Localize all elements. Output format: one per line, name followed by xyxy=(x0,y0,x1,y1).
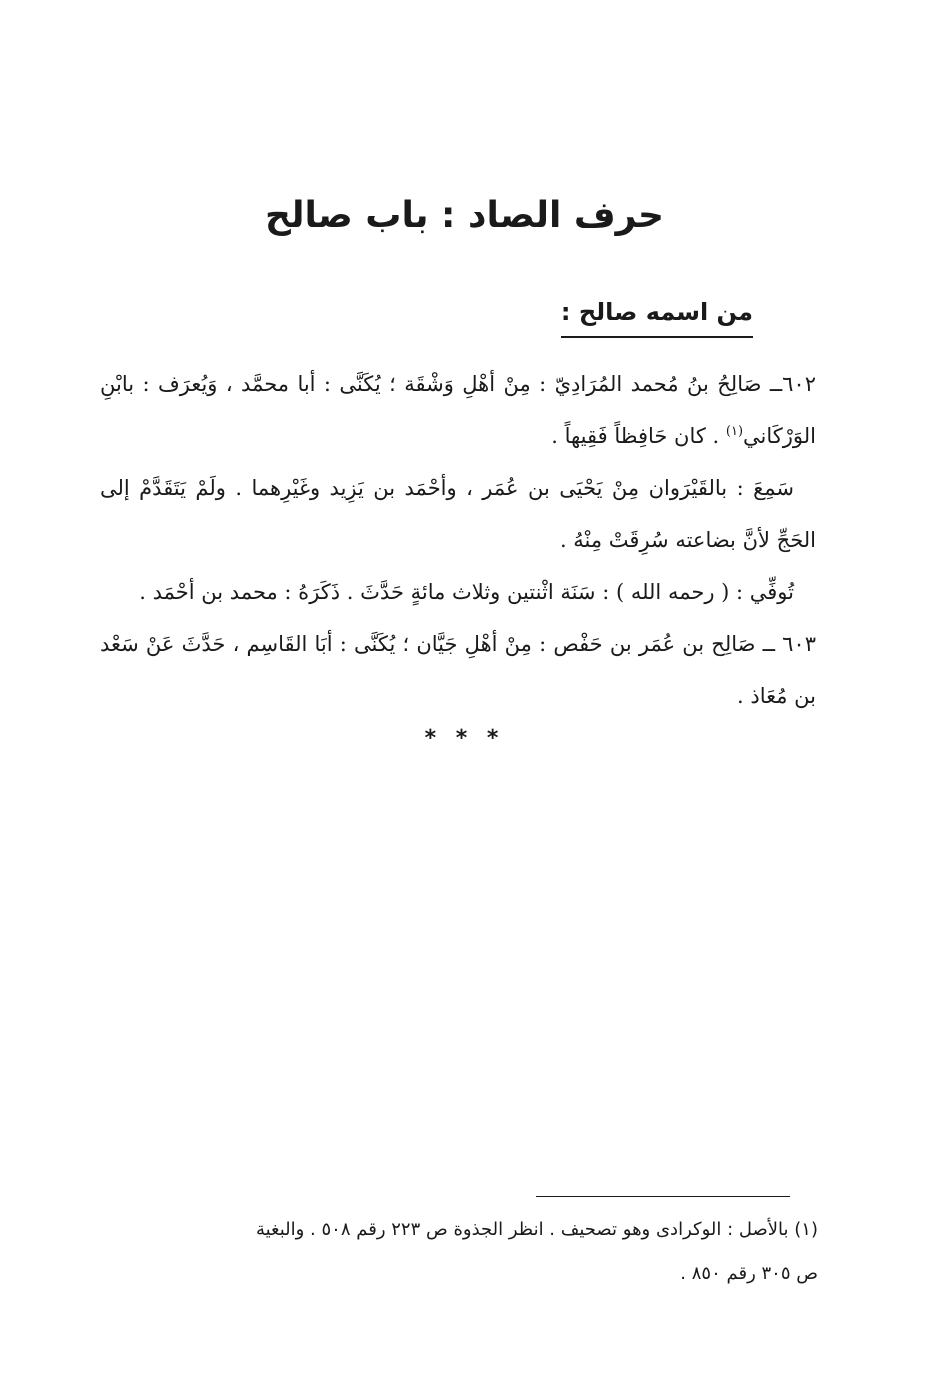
footnote-marker: (١) xyxy=(725,424,744,439)
entry-602-heard: سَمِعَ : بالقَيْرَوان مِنْ يَحْيَى بن عُمَر ، وأحْمَد بن يَزِيد وغَيْرِهما . ولَمْ يَتَقَدَّمْ إلى الحَجِّ لأنَّ بضاعته سُرِقَتْ مِنْهُ . xyxy=(100,476,816,552)
section-heading: من اسمه صالح : xyxy=(561,290,753,338)
entry-602 xyxy=(100,358,816,462)
entry-602-text-end: . كان حَافِظاً فَقِيهاً . xyxy=(551,424,726,448)
body-text xyxy=(100,358,816,722)
section-ornament: * * * xyxy=(424,726,505,751)
footnote-line-2: ص ٣٠٥ رقم ٨٥٠ . xyxy=(680,1263,818,1284)
entry-602-death: تُوفِّي : ( رحمه الله ) : سَنَة اثْنتين وثلاث مائةٍ حَدَّثَ . ذَكَرَهُ : محمد بن أحْمَد . xyxy=(139,580,794,604)
chapter-title: حرف الصاد : باب صالح xyxy=(265,195,664,236)
footnote-line-1: (١) بالأصل : الوكرادى وهو تصحيف . انظر الجذوة ص ٢٢٣ رقم ٥٠٨ . والبغية xyxy=(255,1219,818,1240)
footnotes xyxy=(96,1208,818,1296)
entry-602-text: ٦٠٢ــ صَالِحُ بنُ مُحمد المُرَادِيّ : مِنْ أهْلِ وَشْقَة ؛ يُكَنَّى : أبا محمَّد ، وَيُعرَف : بابْنِ الوَرْكَاني xyxy=(100,372,816,448)
entry-603: ٦٠٣ ــ صَالِح بن عُمَر بن حَفْص : مِنْ أهْلِ جَيَّان ؛ يُكَنَّى : أبَا القَاسِم ، حَدَّثَ عَنْ سَعْد بن مُعَاذ . xyxy=(100,632,816,708)
footnote-divider xyxy=(536,1196,790,1197)
